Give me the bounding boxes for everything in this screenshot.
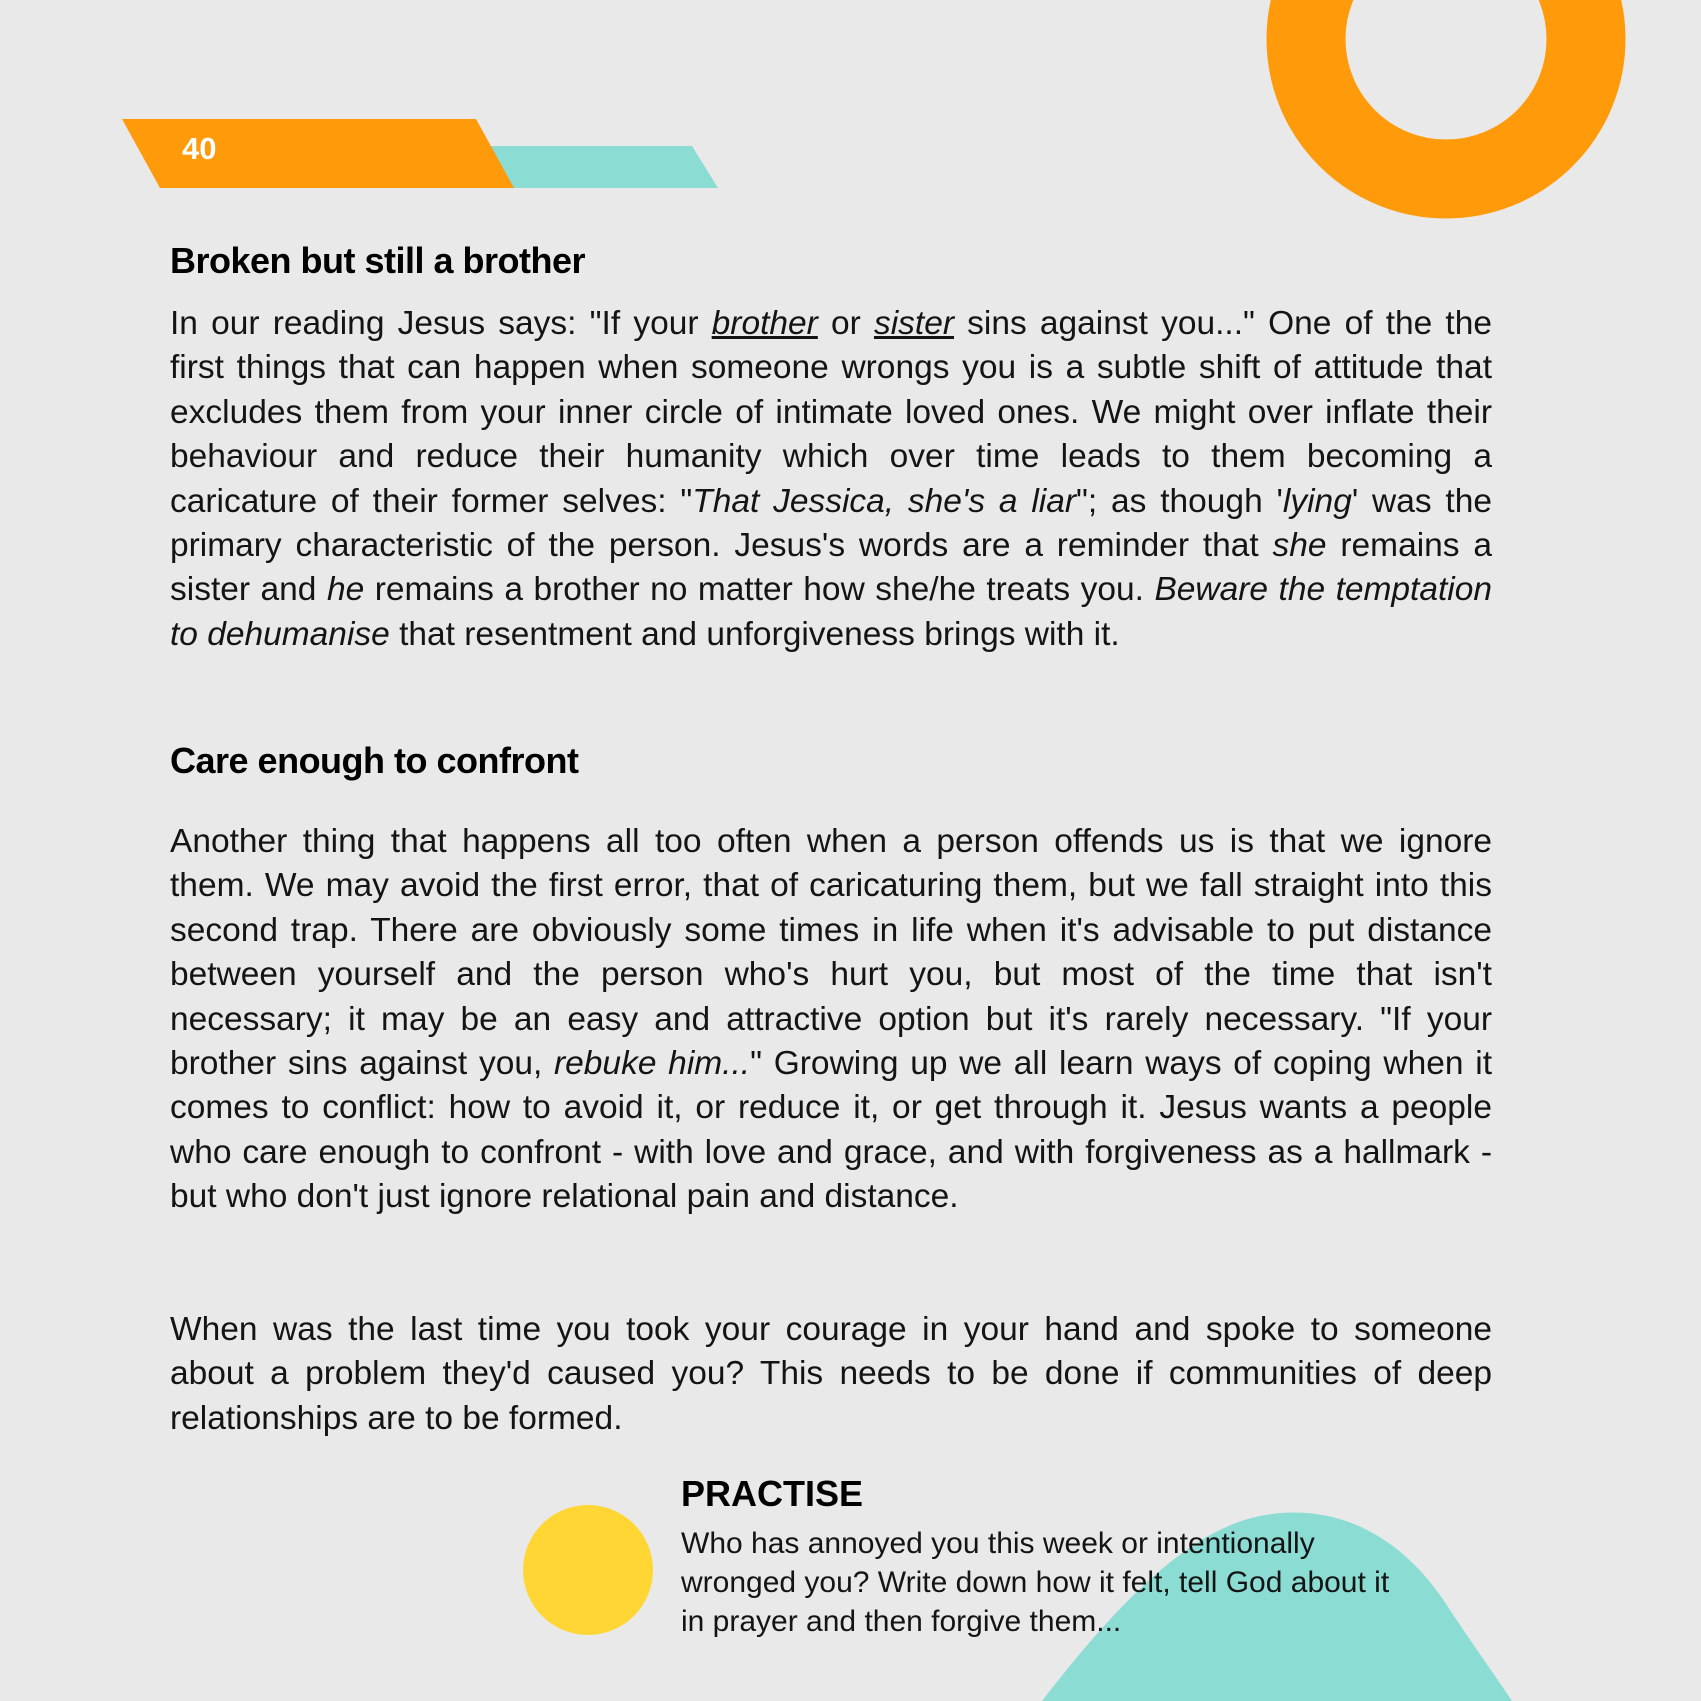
text-segment: sister <box>873 305 954 342</box>
text-segment: Beware the temptation to dehumanise <box>170 571 1493 653</box>
practise-text: Who has annoyed you this week or intentionally wronged you? Write down how it felt, tell God about it in prayer and then forgive them... <box>681 1527 1390 1638</box>
section-paragraph-confront <box>170 820 1492 1220</box>
text-segment: That Jessica, she's a liar <box>692 482 1077 520</box>
text-segment: that resentment and unforgiveness brings with it. <box>389 615 1120 653</box>
text-segment: remains a brother no matter how she/he treats you. <box>364 571 1155 609</box>
text-segment: sins against you..." One of the the first things that can happen when someone wrongs you is a subtle shift of attitude that excludes them from your inner circle of intimate loved ones. We might over inflate their behaviour and reduce their humanity which over time leads to them becoming a caricature of their former selves: " <box>170 305 1492 520</box>
section-paragraph-broken <box>170 302 1492 657</box>
text-segment: rebuke him... <box>554 1045 751 1083</box>
section-heading-confront: Care enough to confront <box>170 740 579 781</box>
text-segment: remains a sister and <box>170 527 1492 609</box>
text-segment: In our reading Jesus says: "If your <box>170 305 712 342</box>
text-segment: he <box>326 571 365 609</box>
section-heading-broken: Broken but still a brother <box>170 240 586 281</box>
text-segment: Another thing that happens all too often when a person offends us is that we ignore them. We may avoid the first error, that of caricaturing them, but we fall straight into this second trap. There are obviously some times in life when it's advisable to put distance between yourself and the person who's hurt you, but most of the time that isn't necessary; it may be an easy and attractive option but it's rarely necessary. "If your brother sins against you, <box>170 823 1492 1083</box>
text-segment: "; as though ' <box>1076 482 1283 520</box>
text-segment: lying <box>1282 482 1352 520</box>
orange-tab <box>122 119 514 188</box>
text-segment: ' was the primary characteristic of the person. Jesus's words are a reminder that <box>170 482 1493 565</box>
text-segment: " Growing up we all learn ways of coping when it comes to conflict: how to avoid it, or reduce it, or get through it. Jesus wants a people who care enough to confront - with love and grace, and with forgiveness as a hallmark - but who don't just ignore relational pain and distance. <box>170 1045 1493 1216</box>
text-segment: or <box>817 305 874 342</box>
text-segment: she <box>1272 527 1327 565</box>
section-paragraph-reflection: When was the last time you took your courage in your hand and spoke to someone about a problem they'd caused you? This needs to be done if communities of deep relationships are to be formed. <box>170 1311 1492 1437</box>
text-segment: brother <box>711 305 818 342</box>
orange-ring <box>1306 0 1586 179</box>
yellow-circle <box>523 1505 653 1635</box>
page-number: 40 <box>182 131 217 166</box>
practise-title: PRACTISE <box>681 1473 864 1514</box>
